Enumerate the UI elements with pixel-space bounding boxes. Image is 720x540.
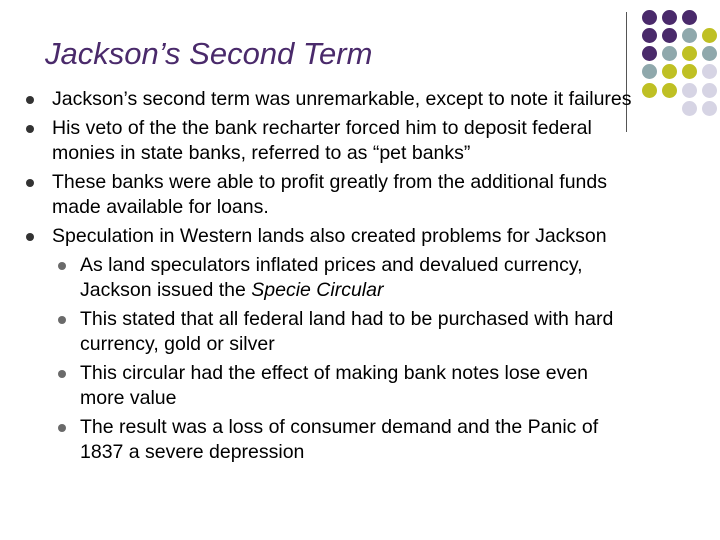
decor-dot: [642, 10, 657, 25]
sub-bullet-item: [22, 307, 632, 357]
bullet-dot-icon: [26, 96, 34, 104]
sub-bullet-text: The result was a loss of consumer demand and the Panic of 1837 a severe depression: [80, 416, 599, 463]
bullet-dot-icon: [58, 316, 66, 324]
bullet-dot-icon: [58, 370, 66, 378]
bullet-dot-icon: [58, 262, 66, 270]
bullet-text: Jackson’s second term was unremarkable, except to note it failures: [52, 88, 632, 110]
bullet-text: These banks were able to profit greatly from the additional funds made available for loans.: [52, 171, 607, 218]
sub-bullet-item: [22, 361, 632, 411]
decor-dot: [682, 46, 697, 61]
decor-dot: [702, 101, 717, 116]
decor-dot: [642, 83, 657, 98]
bullet-dot-icon: [26, 233, 34, 241]
decor-dot: [642, 28, 657, 43]
specie-circular-emphasis: Specie Circular: [251, 279, 384, 301]
decor-dot: [662, 64, 677, 79]
decor-dot: [682, 101, 697, 116]
decor-dot: [682, 64, 697, 79]
bullet-dot-icon: [26, 125, 34, 133]
bullet-text: His veto of the the bank recharter forced him to deposit federal monies in state banks, referred to as “pet banks”: [52, 117, 592, 164]
decor-dot: [702, 64, 717, 79]
slide-title: Jackson’s Second Term: [45, 36, 373, 71]
bullet-item: [22, 116, 632, 166]
bullet-dot-icon: [26, 179, 34, 187]
decor-dot: [702, 83, 717, 98]
decor-dot: [662, 28, 677, 43]
bullet-item: [22, 224, 632, 465]
decor-dot: [682, 28, 697, 43]
bullet-dot-icon: [58, 424, 66, 432]
sub-bullet-text: [80, 253, 632, 303]
decor-dot: [702, 46, 717, 61]
sub-bullet-text: This circular had the effect of making bank notes lose even more value: [80, 362, 589, 409]
decor-dot: [702, 28, 717, 43]
bullet-list: [22, 87, 632, 465]
sub-bullet-item: [22, 253, 632, 303]
decor-dot: [642, 46, 657, 61]
decor-dot: [682, 10, 697, 25]
decor-dot: [682, 83, 697, 98]
bullet-item: [22, 87, 632, 112]
decor-dot: [662, 10, 677, 25]
decor-dot: [662, 46, 677, 61]
decor-dot: [662, 83, 677, 98]
slide-body: [22, 87, 632, 469]
bullet-text: Speculation in Western lands also created problems for Jackson: [52, 225, 607, 247]
sub-bullet-list: [52, 253, 632, 465]
sub-bullet-text-part: As land speculators inflated prices and devalued currency, Jackson issued the: [80, 254, 583, 301]
sub-bullet-text: This stated that all federal land had to be purchased with hard currency, gold or silver: [80, 308, 614, 355]
bullet-item: [22, 170, 632, 220]
decor-dot: [642, 64, 657, 79]
sub-bullet-item: [22, 415, 632, 465]
